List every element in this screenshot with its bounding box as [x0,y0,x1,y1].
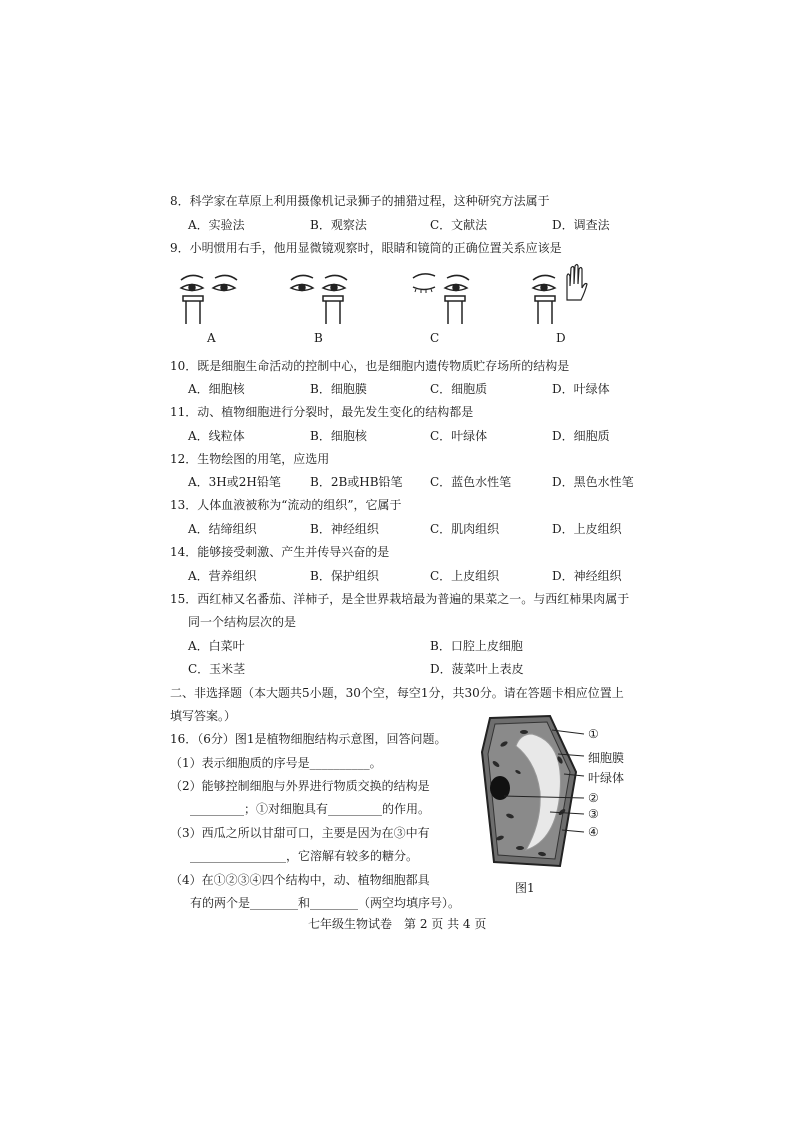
q14-option-c: C．上皮组织 [430,569,500,583]
q11-option-b: B．细胞核 [310,429,367,443]
figure1-label-chloroplast: 叶绿体 [588,771,625,785]
q16-part2-line2: _________；①对细胞具有_________的作用。 [190,802,431,816]
q16-part3-line2: ________________，它溶解有较多的糖分。 [190,849,419,863]
q13-stem: 13．人体血液被称为“流动的组织”，它属于 [170,498,402,512]
figure1-label-1: ① [588,727,599,741]
q14-option-a: A．营养组织 [188,569,257,583]
section2-heading-line2: 填写答案。） [170,709,237,723]
q8-option-a: A．实验法 [188,218,245,232]
q8-option-d: D．调查法 [552,218,610,232]
q9-microscope-figures [175,262,625,332]
q12-stem: 12．生物绘图的用笔，应选用 [170,452,330,466]
q16-part4-line1: （4）在①②③④四个结构中，动、植物细胞都具 [170,873,430,887]
q9-stem: 9．小明惯用右手，他用显微镜观察时，眼睛和镜筒的正确位置关系应该是 [170,241,562,255]
q15-stem-line2: 同一个结构层次的是 [188,615,297,629]
section2-heading-line1: 二、非选择题（本大题共5小题，30个空，每空1分，共30分。请在答题卡相应位置上 [170,686,624,700]
q16-part1: （1）表示细胞质的序号是__________。 [170,756,382,770]
q9-label-d: D [556,331,566,345]
q13-option-b: B．神经组织 [310,522,379,536]
q15-stem-line1: 15．西红柿又名番茄、洋柿子，是全世界栽培最为普遍的果菜之一。与西红柿果肉属于 [170,592,630,606]
figure1-caption: 图1 [515,881,535,895]
page-footer: 七年级生物试卷 第 2 页 共 4 页 [308,917,487,931]
q13-option-c: C．肌肉组织 [430,522,500,536]
figure-a [181,275,237,324]
figure-c [413,274,469,324]
figure-b [291,275,347,324]
q12-option-c: C．蓝色水性笔 [430,475,512,489]
q10-option-c: C．细胞质 [430,382,488,396]
q9-label-b: B [314,331,323,345]
q16-stem: 16．（6分）图1是植物细胞结构示意图，回答问题。 [170,732,447,746]
q10-option-b: B．细胞膜 [310,382,367,396]
q14-stem: 14．能够接受刺激、产生并传导兴奋的是 [170,545,390,559]
q12-option-b: B．2B或HB铅笔 [310,475,403,489]
q16-part3-line1: （3）西瓜之所以甘甜可口，主要是因为在③中有 [170,826,430,840]
q15-option-b: B．口腔上皮细胞 [430,639,523,653]
q16-part4-line2: 有的两个是________和________（两空均填序号）。 [190,896,461,910]
q14-option-b: B．保护组织 [310,569,379,583]
q8-option-b: B．观察法 [310,218,367,232]
q15-option-c: C．玉米茎 [188,662,246,676]
q12-option-d: D．黑色水性笔 [552,475,634,489]
q11-option-c: C．叶绿体 [430,429,488,443]
q15-option-d: D．菠菜叶上表皮 [430,662,524,676]
q16-part2-line1: （2）能够控制细胞与外界进行物质交换的结构是 [170,779,430,793]
q9-label-c: C [430,331,440,345]
q10-stem: 10．既是细胞生命活动的控制中心，也是细胞内遗传物质贮存场所的结构是 [170,359,570,373]
q10-option-a: A．细胞核 [188,382,245,396]
figure1-label-2: ② [588,791,599,805]
figure1-label-4: ④ [588,825,599,839]
q12-option-a: A．3H或2H铅笔 [188,475,281,489]
figure1-label-3: ③ [588,807,599,821]
q11-option-d: D．细胞质 [552,429,610,443]
q15-option-a: A．白菜叶 [188,639,245,653]
q13-option-a: A．结缔组织 [188,522,257,536]
plant-cell-figure [480,712,600,872]
figure1-label-cell-membrane: 细胞膜 [588,751,625,765]
q13-option-d: D．上皮组织 [552,522,622,536]
q8-option-c: C．文献法 [430,218,488,232]
q10-option-d: D．叶绿体 [552,382,610,396]
q8-stem: 8．科学家在草原上利用摄像机记录狮子的捕猎过程，这种研究方法属于 [170,194,550,208]
q14-option-d: D．神经组织 [552,569,622,583]
q9-label-a: A [207,331,216,345]
q11-option-a: A．线粒体 [188,429,245,443]
figure-d [533,265,587,325]
q11-stem: 11．动、植物细胞进行分裂时，最先发生变化的结构都是 [170,405,474,419]
